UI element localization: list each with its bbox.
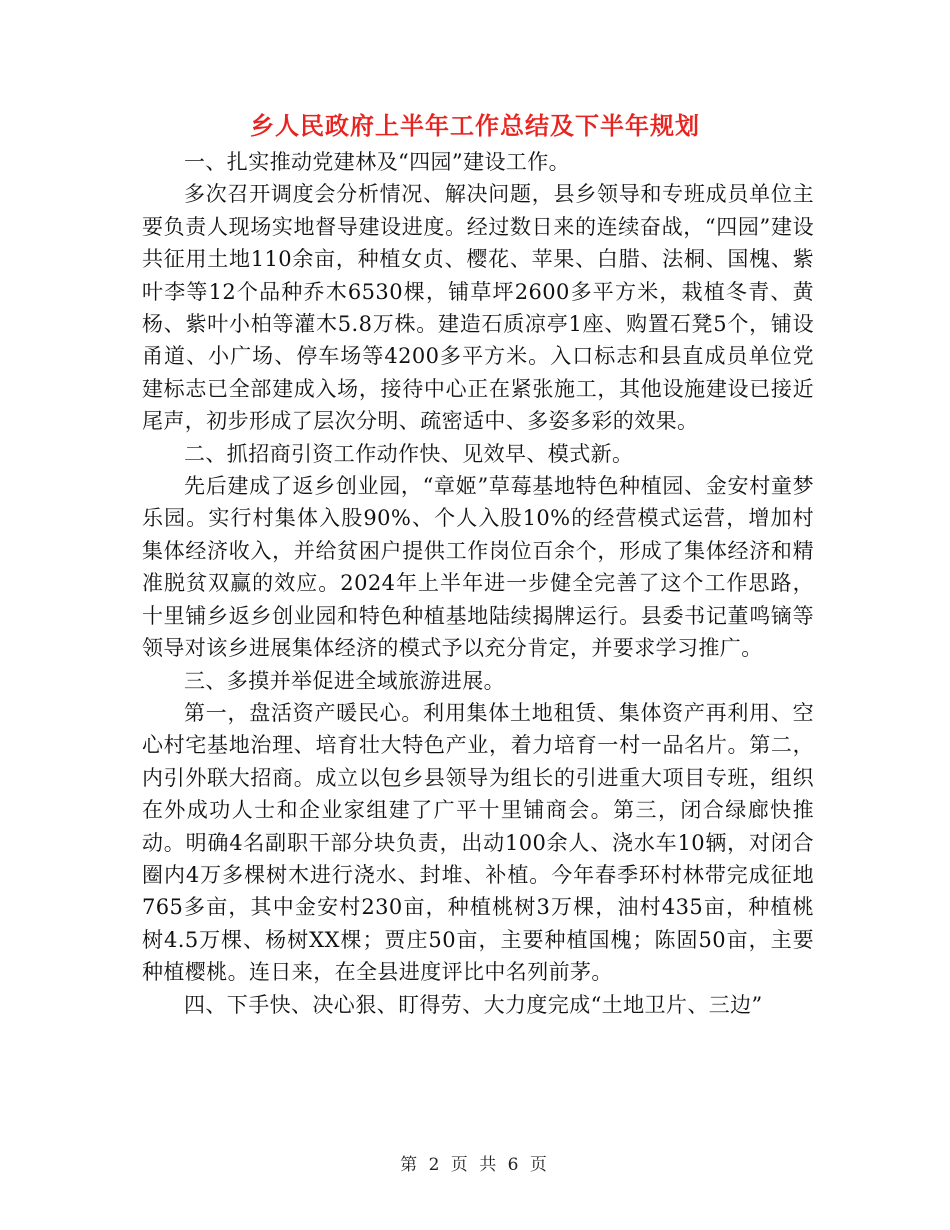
body-paragraph-1: 多次召开调度会分析情况、解决问题，县乡领导和专班成员单位主要负责人现场实地督导建设进度。经过数日来的连续奋战，“四园”建设共征用土地110余亩，种植女贞、樱花、苹果、白腊、法桐、国槐、紫叶李等12个品种乔木6530棵，铺草坪2600多平方米，栽植冬青、黄杨、紫叶小柏等灌木5.8万株。建造石质凉亭1座、购置石凳5个，铺设甬道、小广场、停车场等4200多平方米。入口标志和县直成员单位党建标志已全部建成入场，接待中心正在紧张施工，其他设施建设已接近尾声，初步形成了层次分明、疏密适中、多姿多彩的效果。	[142, 182, 814, 434]
section-heading-3: 三、多摸并举促进全域旅游进展。	[184, 668, 505, 693]
document-title: 乡人民政府上半年工作总结及下半年规划	[250, 111, 700, 140]
body-paragraph-2: 先后建成了返乡创业园，“章姬”草莓基地特色种植园、金安村童梦乐园。实行村集体入股90%、个人入股10%的经营模式运营，增加村集体经济收入，并给贫困户提供工作岗位百余个，形成了集体经济和精准脱贫双赢的效应。2024年上半年进一步健全完善了这个工作思路，十里铺乡返乡创业园和特色种植基地陆续揭牌运行。县委书记董鸣镝等领导对该乡进展集体经济的模式予以充分肯定，并要求学习推广。	[142, 474, 814, 661]
section-heading-1: 一、扎实推动党建林及“四园”建设工作。	[184, 150, 571, 174]
body-paragraph-3: 第一，盘活资产暖民心。利用集体土地租赁、集体资产再利用、空心村宅基地治理、培育壮大特色产业，着力培育一村一品名片。第二，内引外联大招商。成立以包乡县领导为组长的引进重大项目专班，组织在外成功人士和企业家组建了广平十里铺商会。第三，闭合绿廊快推动。明确4名副职干部分块负责，出动100余人、浇水车10辆，对闭合圈内4万多棵树木进行浇水、封堆、补植。今年春季环村林带完成征地765多亩，其中金安村230亩，种植桃树3万棵，油村435亩，种植桃树4.5万棵、杨树XX棵；贾庄50亩，主要种植国槐；陈固50亩，主要种植樱桃。连日来，在全县进度评比中名列前茅。	[142, 700, 814, 985]
document-body	[142, 146, 814, 1021]
section-heading-2: 二、抓招商引资工作动作快、见效早、模式新。	[184, 441, 634, 466]
section-heading-4: 四、下手快、决心狠、盯得劳、大力度完成“土地卫片、三边”	[184, 992, 763, 1017]
page-number-footer: 第 2 页 共 6 页	[400, 1155, 550, 1175]
